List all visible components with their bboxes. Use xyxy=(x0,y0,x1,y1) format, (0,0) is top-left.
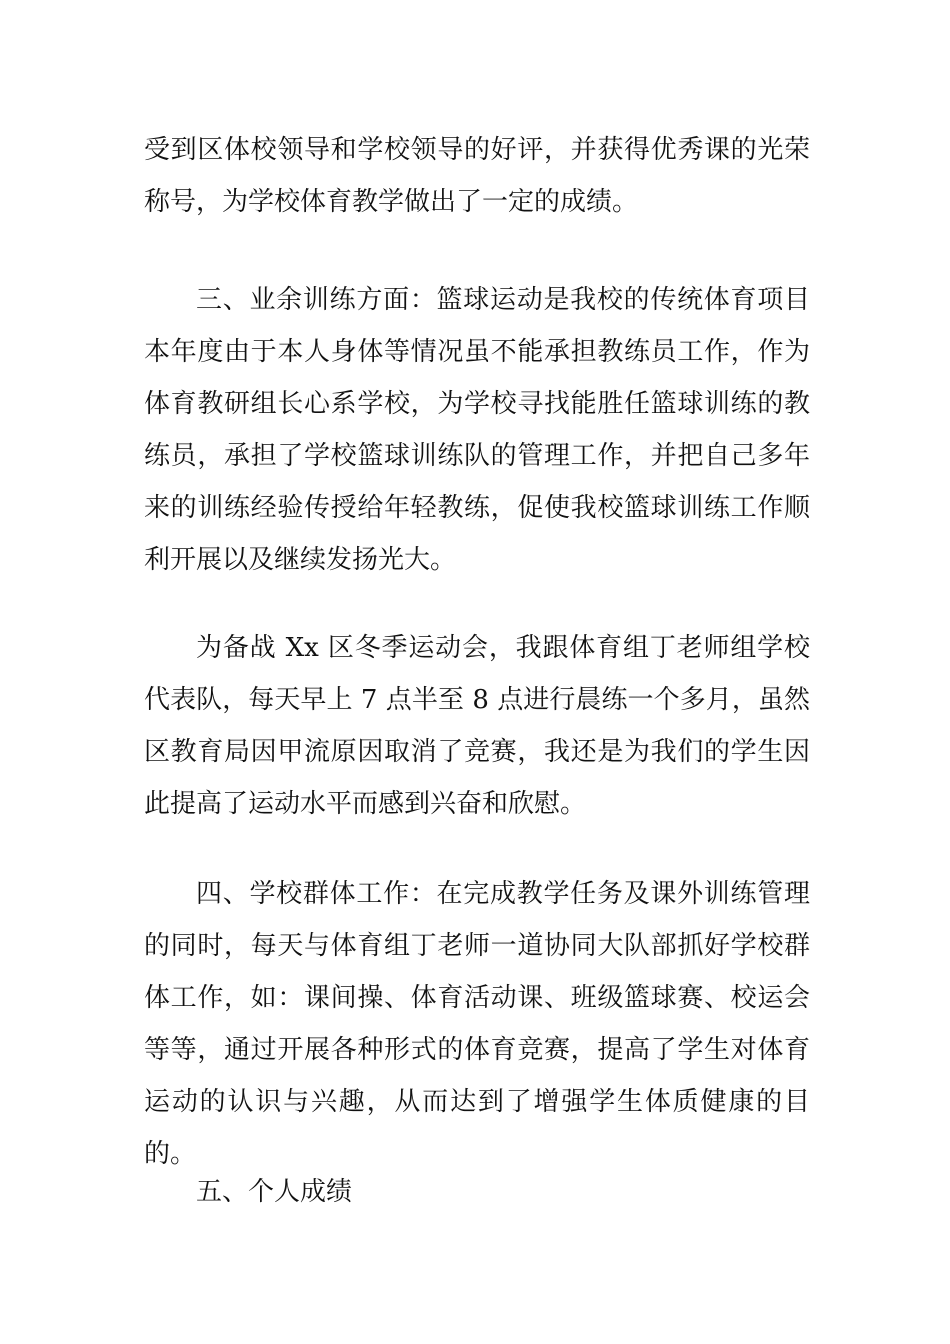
paragraph-winter-games: 为备战 Xx 区冬季运动会，我跟体育组丁老师组学校代表队，每天早上 7 点半至 8 点进行晨练一个多月，虽然区教育局因甲流原因取消了竞赛，我还是为我们的学生因此提高了运动水平而感到兴奋和欣慰。 xyxy=(144,633,810,819)
section-heading-personal-achievements: 五、个人成绩 xyxy=(196,1177,353,1207)
paragraph-amateur-training: 三、业余训练方面：篮球运动是我校的传统体育项目本年度由于本人身体等情况虽不能承担教练员工作，作为体育教研组长心系学校，为学校寻找能胜任篮球训练的教练员，承担了学校篮球训练队的管理工作，并把自己多年来的训练经验传授给年轻教练，促使我校篮球训练工作顺利开展以及继续发扬光大。 xyxy=(144,285,810,575)
paragraph-continuation: 受到区体校领导和学校领导的好评，并获得优秀课的光荣称号，为学校体育教学做出了一定的成绩。 xyxy=(144,135,810,217)
paragraph-group-work: 四、学校群体工作：在完成教学任务及课外训练管理的同时，每天与体育组丁老师一道协同大队部抓好学校群体工作，如：课间操、体育活动课、班级篮球赛、校运会等等，通过开展各种形式的体育竞赛，提高了学生对体育运动的认识与兴趣，从而达到了增强学生体质健康的目的。 xyxy=(144,879,810,1169)
